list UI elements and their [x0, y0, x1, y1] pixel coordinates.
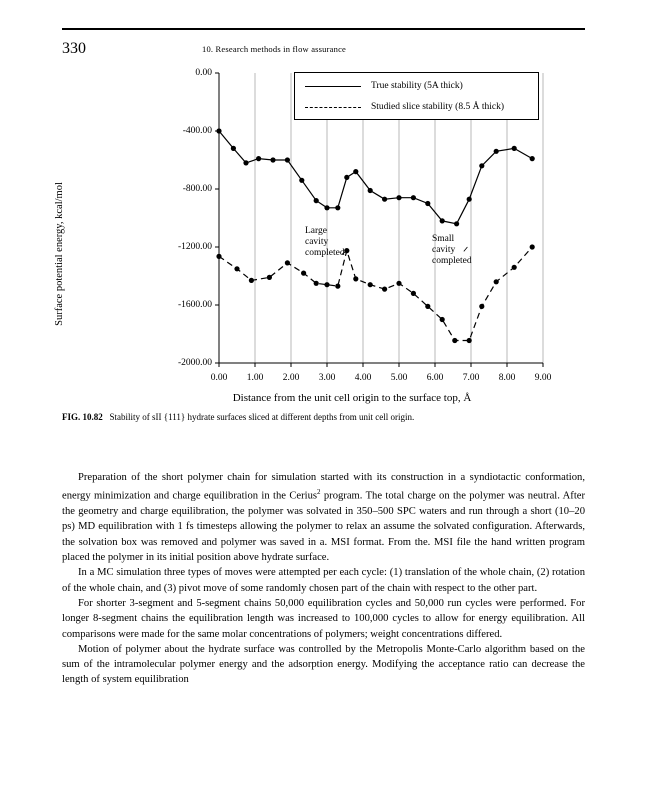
x-tick-2: 2.00 [282, 373, 300, 383]
page-header [62, 40, 585, 62]
chart [54, 62, 585, 404]
x-tick-5: 5.00 [390, 373, 408, 383]
legend-swatch-studied-slice [305, 107, 361, 108]
annotation-large-cavity-line-3: completed [305, 248, 345, 258]
x-tick-0: 0.00 [210, 373, 228, 383]
x-tick-7: 7.00 [462, 373, 480, 383]
legend-swatch-true-stability [305, 86, 361, 87]
y-tick-0: 0.00 [195, 68, 212, 78]
annotation-small-cavity-line-1: Small [432, 234, 455, 244]
paragraph-4: Motion of polymer about the hydrate surface was controlled by the Metropolis Monte-Carlo algorithm based on the sum of the intramolecular polymer energy and the adsorption energy. Modifying the acceptance ratio can decrease the length of system equilibration [62, 643, 585, 686]
x-tick-6: 6.00 [426, 373, 444, 383]
y-tick-1: -400.00 [182, 126, 212, 136]
figure-caption [62, 412, 585, 422]
running-head: 10. Research methods in flow assurance [202, 44, 347, 54]
paragraph-3: For shorter 3-segment and 5-segment chains 50,000 equilibration cycles and 50,000 run cycles were performed. For longer 8-segment chains the equilibration length was increased to 100,000 cycles to allow for energy equilibration. All comparisons were made for the same molar concentrations of polymers; weight concentrations differed. [62, 597, 585, 640]
figure-10-82 [54, 62, 585, 422]
annotation-small-cavity-line-2: cavity [432, 245, 456, 255]
chart-legend [294, 72, 539, 120]
y-tick-3: -1200.00 [177, 242, 212, 252]
y-tick-4: -1600.00 [177, 300, 212, 310]
figure-caption-text: Stability of sII {111} hydrate surfaces sliced at different depths from unit cell origin. [109, 412, 415, 422]
y-tick-5: -2000.00 [177, 358, 212, 368]
annotation-large-cavity [305, 226, 345, 259]
legend-label-true-stability: True stability (5A thick) [371, 81, 463, 91]
annotation-large-cavity-line-2: cavity [305, 237, 329, 247]
annotation-small-cavity-line-3: completed [432, 256, 472, 266]
paragraph-2: In a MC simulation three types of moves were attempted per each cycle: (1) translation of the whole chain, (2) rotation of the whole chain, and (3) pivot move of some randomly chosen part of the chain with respect to the other part. [62, 567, 585, 594]
y-axis-label: Surface potential energy, kcal/mol [54, 182, 65, 326]
x-tick-1: 1.00 [246, 373, 264, 383]
x-tick-9: 9.00 [534, 373, 552, 383]
body-text [62, 470, 585, 688]
x-tick-8: 8.00 [498, 373, 516, 383]
paragraph-1: Preparation of the short polymer chain for simulation started with its construction in a syndiotactic conformation, energy minimization and charge equilibration in the Cerius$^2$ program. The total charge on the polymer was neutral. After the geometry and charge equilibration, the polymer was solvated in 350–500 SPC waters and run through a short (10–20 ps) MD equilibration with 1 fs timesteps allowing the polymer to relax an assume the solvated configuration. Afterwards, the solvation box was removed and polymer was saved in a. MSI format. From the. MSI file the hand written program placed the polymer in its initial position above hydrate surface. [62, 472, 585, 564]
legend-label-studied-slice: Studied slice stability (8.5 Å thick) [371, 102, 504, 112]
x-tick-3: 3.00 [318, 373, 336, 383]
annotation-small-cavity [432, 234, 472, 267]
x-tick-4: 4.00 [354, 373, 372, 383]
y-tick-2: -800.00 [182, 184, 212, 194]
figure-caption-label: FIG. 10.82 [62, 412, 103, 422]
annotation-large-cavity-line-1: Large [305, 226, 327, 236]
header-rule [62, 28, 585, 30]
page-number: 330 [62, 40, 86, 57]
x-axis-label: Distance from the unit cell origin to the surface top, Å [232, 392, 472, 404]
